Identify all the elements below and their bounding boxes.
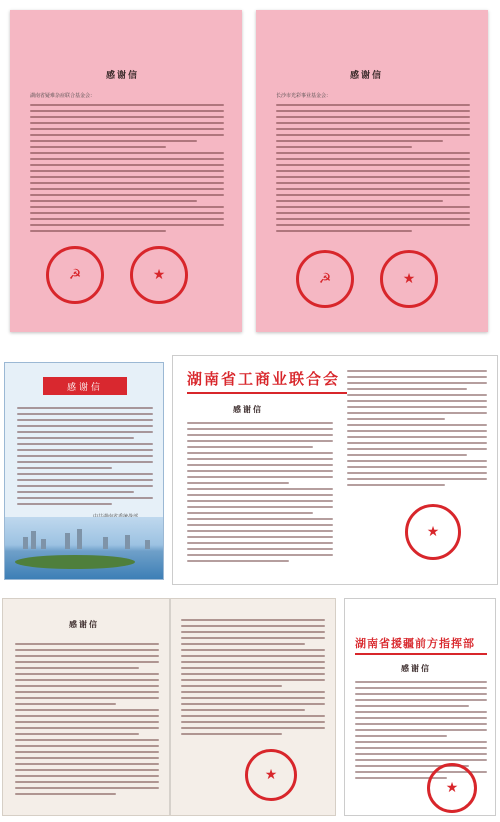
letterhead: 湖南省工商业联合会	[187, 370, 341, 388]
letter-salutation: 长沙市光彩事业基金会：	[276, 93, 332, 99]
letter-title: 感谢信	[69, 619, 99, 629]
aid-command-thank-you-letter	[344, 598, 496, 816]
party-seal: ☭	[46, 246, 104, 304]
party-seal: ☭	[296, 250, 354, 308]
booklet-left-page	[15, 643, 159, 799]
government-seal: ★	[130, 246, 188, 304]
certificate-banner: 感谢信	[43, 377, 127, 395]
booklet-fold	[169, 599, 171, 815]
thank-you-certificate	[4, 362, 164, 580]
open-thank-you-booklet	[2, 598, 336, 816]
federation-thank-you-letter	[172, 355, 498, 585]
government-seal: ★	[380, 250, 438, 308]
booklet-right-page	[181, 619, 325, 739]
letterhead-rule	[187, 392, 347, 394]
letterhead: 湖南省援疆前方指挥部	[355, 637, 475, 650]
letter-title: 感谢信	[233, 404, 263, 414]
city-river-photo	[5, 517, 163, 579]
thank-you-letter-2	[256, 10, 488, 332]
letter-body-right	[347, 370, 487, 490]
letter-body	[276, 104, 470, 236]
letter-body-left	[187, 422, 333, 566]
letter-body	[30, 104, 224, 236]
federation-seal: ★	[405, 504, 461, 560]
command-seal: ★	[427, 763, 477, 813]
letterhead-rule	[355, 653, 487, 655]
letter-title: 感谢信	[350, 71, 384, 81]
letter-title: 感谢信	[401, 663, 431, 673]
booklet-seal: ★	[245, 749, 297, 801]
letter-title: 感谢信	[106, 71, 140, 81]
certificate-body	[17, 407, 153, 509]
letter-salutation: 湖南省疑难杂症联合基金会：	[30, 93, 96, 99]
thank-you-letter-1	[10, 10, 242, 332]
